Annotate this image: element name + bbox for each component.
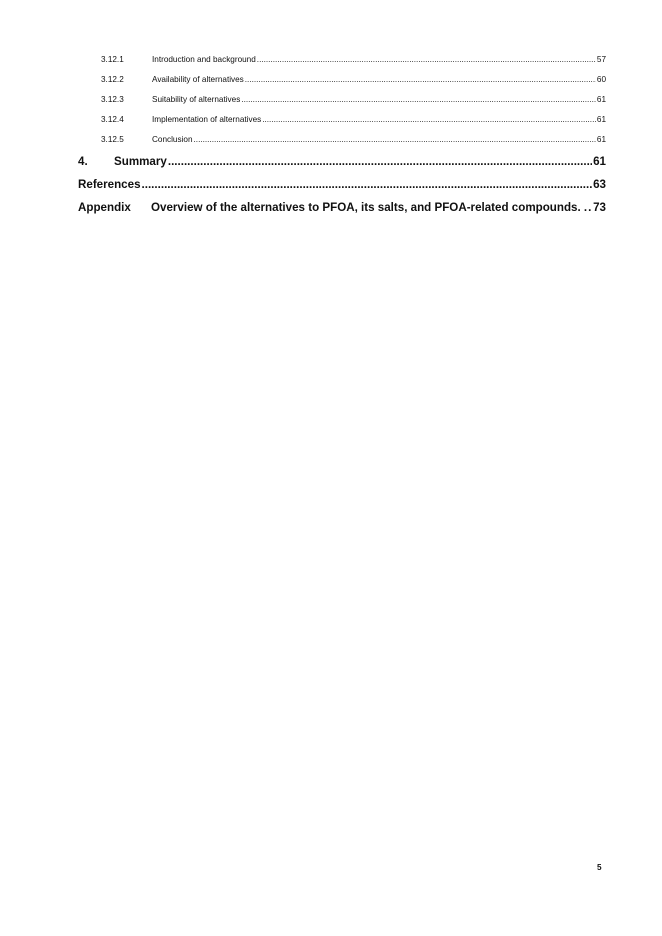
toc-entry-page: 61: [593, 155, 606, 168]
toc-entry-page: 61: [596, 135, 606, 144]
toc-entry-title: Conclusion: [152, 135, 193, 144]
dot-leader: [194, 130, 596, 150]
toc-entry-title: Introduction and background: [152, 55, 256, 64]
dot-leader: [241, 90, 596, 110]
toc-entry-3-12-4[interactable]: [78, 110, 606, 130]
toc-entry-page: 61: [596, 115, 606, 124]
toc-entry-title: Overview of the alternatives to PFOA, its salts, and PFOA-related compounds. .: [151, 201, 588, 214]
dot-leader: [168, 150, 592, 173]
toc-entry-title: Summary: [114, 155, 167, 168]
dot-leader: [588, 196, 592, 219]
toc-entry-title: References: [78, 178, 141, 191]
toc-entry-summary[interactable]: [78, 150, 606, 173]
toc-entry-page: 63: [593, 178, 606, 191]
toc-entry-3-12-1[interactable]: [78, 50, 606, 70]
toc-entry-number: 3.12.5: [101, 135, 124, 144]
dot-leader: [262, 110, 596, 130]
toc-entry-page: 57: [596, 55, 606, 64]
toc-entry-references[interactable]: [78, 173, 606, 196]
toc-entry-appendix[interactable]: [78, 196, 606, 219]
dot-leader: [245, 70, 596, 90]
toc-entry-number: 3.12.2: [101, 75, 124, 84]
toc-entry-number: 3.12.1: [101, 55, 124, 64]
toc-entry-3-12-2[interactable]: [78, 70, 606, 90]
toc-entry-3-12-5[interactable]: [78, 130, 606, 150]
toc-entry-number: 3.12.3: [101, 95, 124, 104]
dot-leader: [257, 50, 596, 70]
dot-leader: [142, 173, 593, 196]
toc-entry-title: Availability of alternatives: [152, 75, 244, 84]
toc-entry-number: 3.12.4: [101, 115, 124, 124]
page-number: 5: [597, 863, 602, 872]
toc-entry-page: 60: [596, 75, 606, 84]
toc-entry-label: Appendix: [78, 201, 131, 214]
table-of-contents: [78, 50, 606, 219]
toc-entry-number: 4.: [78, 155, 88, 168]
toc-entry-page: 73: [593, 201, 606, 214]
toc-entry-title: Suitability of alternatives: [152, 95, 241, 104]
toc-entry-page: 61: [596, 95, 606, 104]
toc-entry-title: Implementation of alternatives: [152, 115, 262, 124]
toc-entry-3-12-3[interactable]: [78, 90, 606, 110]
